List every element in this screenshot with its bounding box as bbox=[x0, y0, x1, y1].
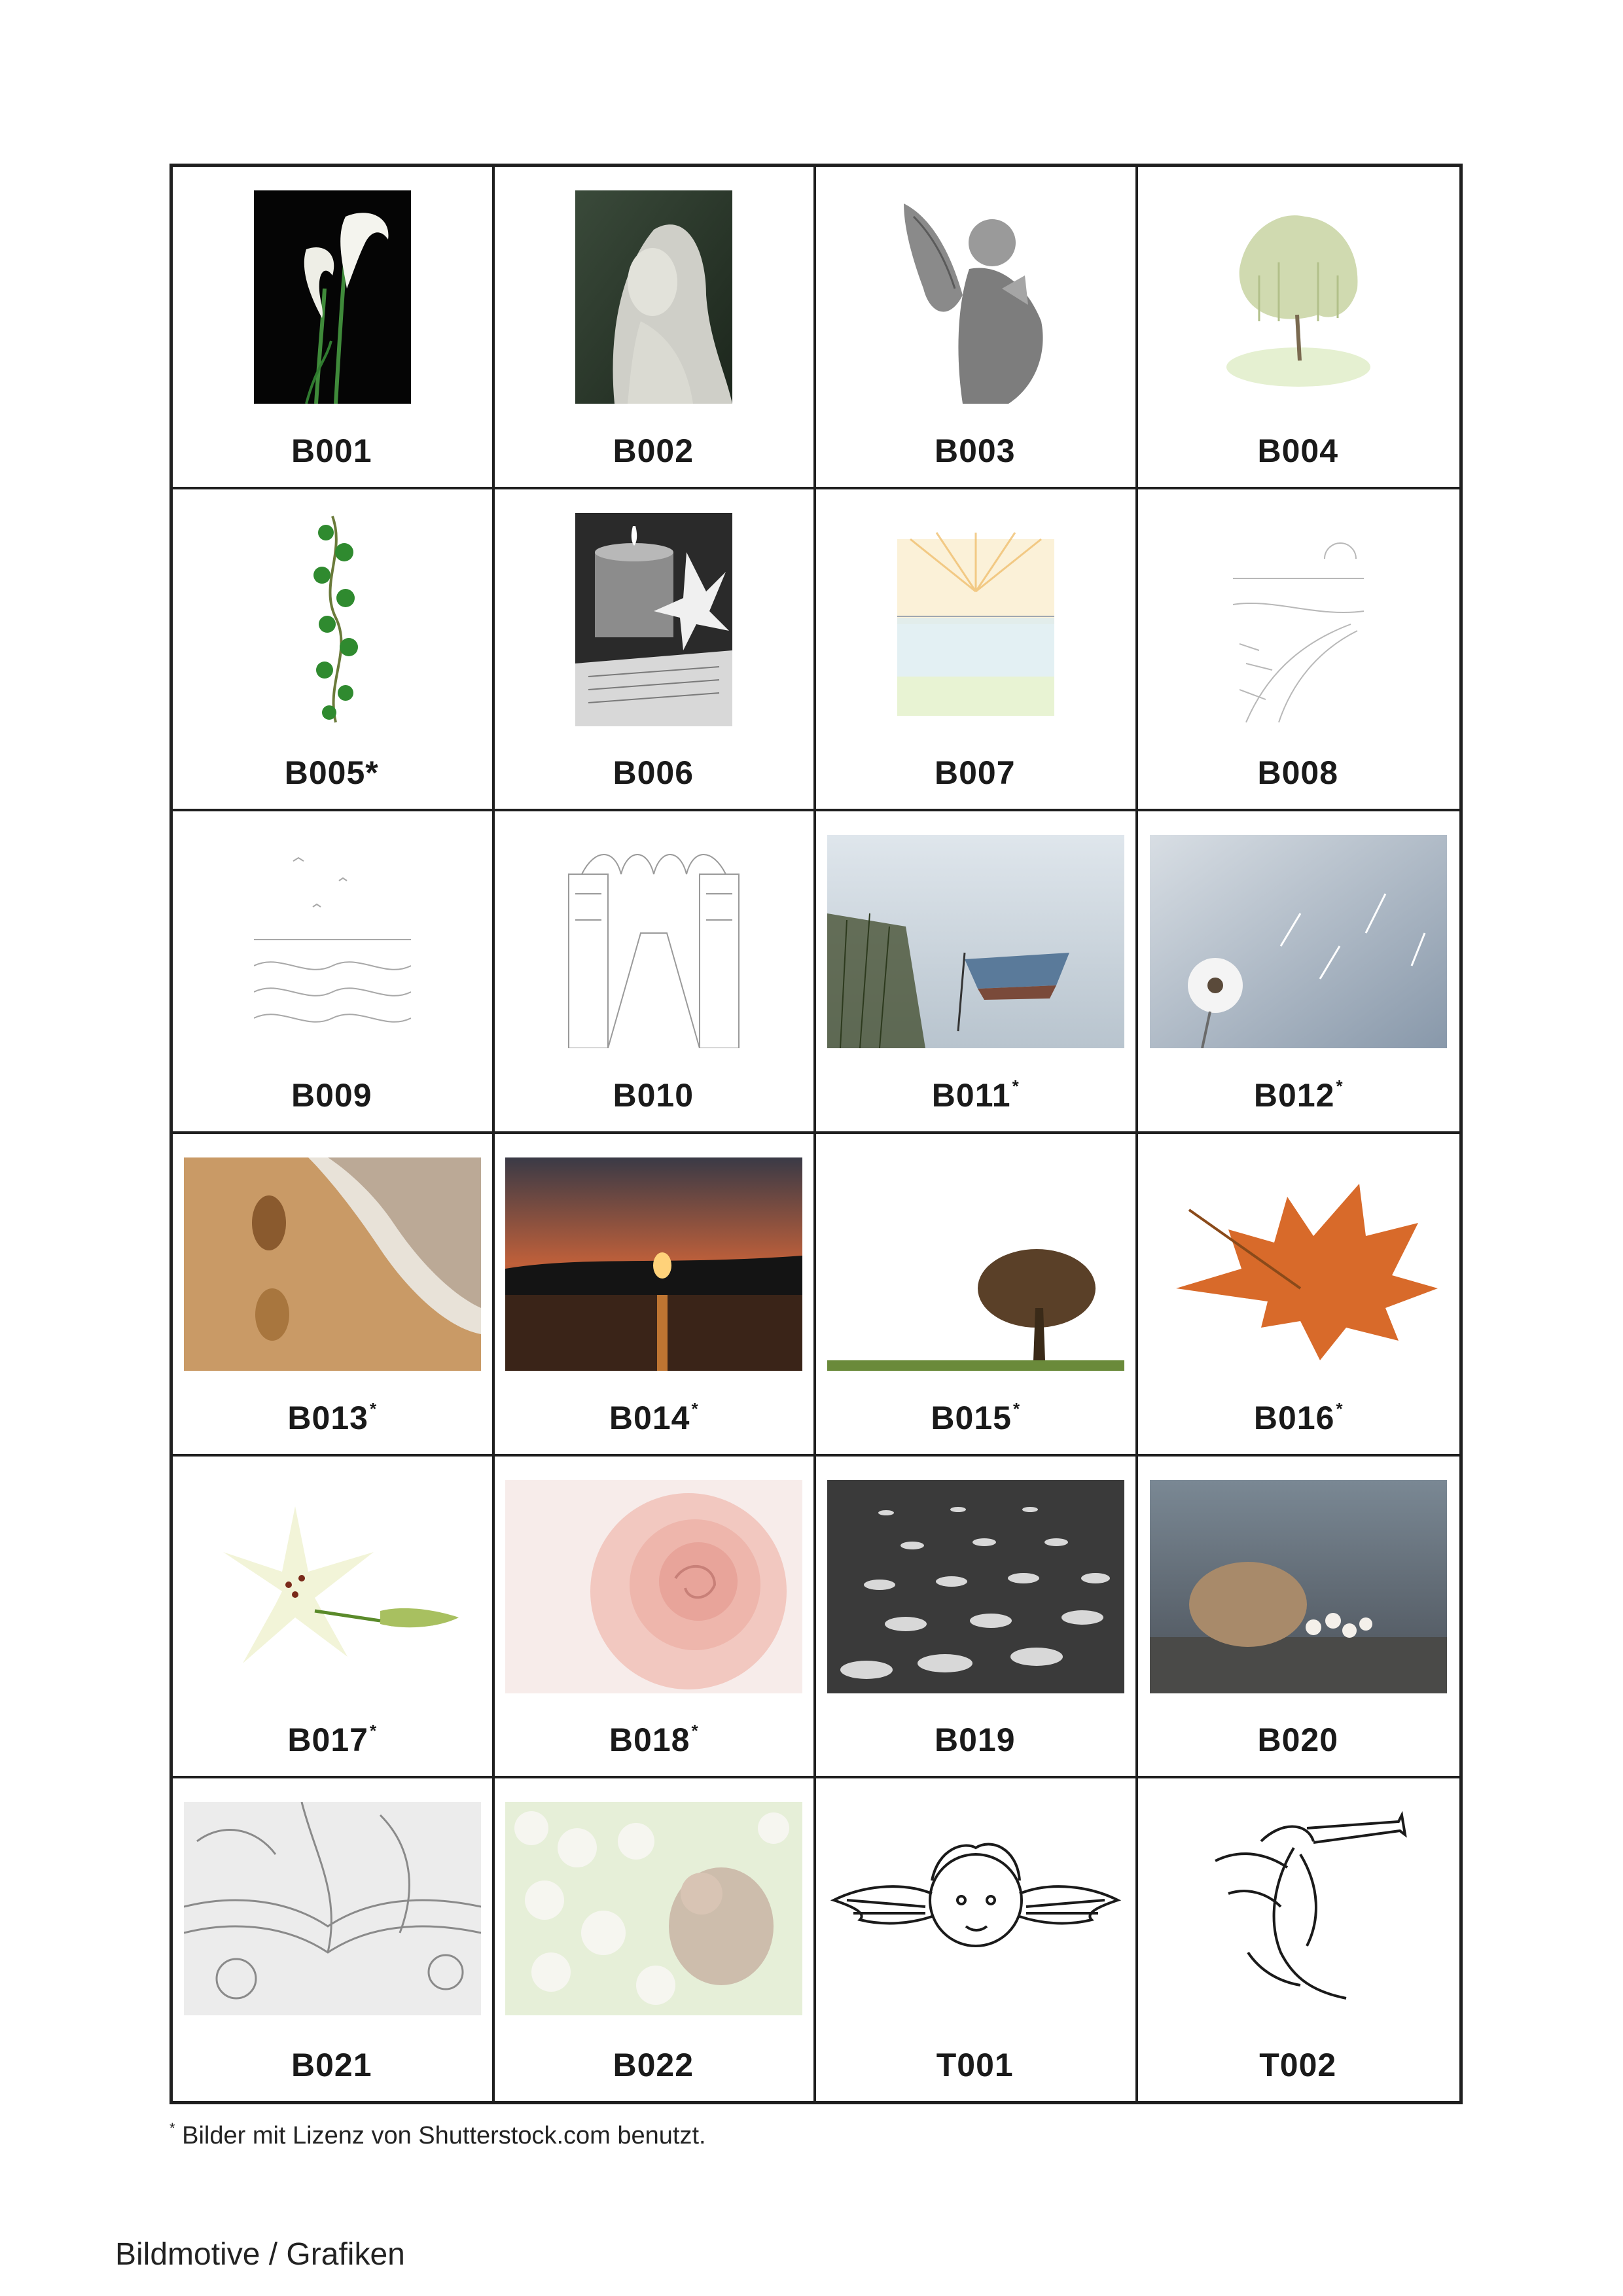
motif-code: B012* bbox=[1253, 1076, 1344, 1114]
praying-angel-image bbox=[827, 190, 1124, 404]
pencil-garden-gate-image bbox=[505, 835, 802, 1048]
motif-grid bbox=[169, 164, 1463, 2104]
motif-cell bbox=[173, 489, 495, 812]
calla-lilies-image bbox=[254, 190, 411, 404]
motif-cell bbox=[816, 1778, 1138, 2101]
motif-cell bbox=[1138, 1134, 1460, 1457]
tealight-candles-image bbox=[827, 1480, 1124, 1693]
motif-code: B009 bbox=[291, 1076, 372, 1114]
motif-code: B022 bbox=[613, 2046, 694, 2083]
motif-cell bbox=[816, 489, 1138, 812]
motif-code: B004 bbox=[1257, 432, 1339, 469]
motif-cell bbox=[816, 1457, 1138, 1779]
sunset-lake-image bbox=[505, 1157, 802, 1371]
motif-code: B017* bbox=[287, 1721, 378, 1759]
motif-code: B006 bbox=[613, 754, 694, 792]
motif-code: T001 bbox=[936, 2046, 1014, 2083]
motif-cell bbox=[495, 1778, 817, 2101]
motif-cell bbox=[1138, 489, 1460, 812]
motif-code: B002 bbox=[613, 432, 694, 469]
motif-code: B005* bbox=[284, 754, 379, 792]
motif-cell bbox=[173, 1778, 495, 2101]
pencil-book-flowers-image bbox=[184, 1802, 481, 2015]
motif-cell bbox=[495, 1134, 817, 1457]
motif-cell bbox=[495, 489, 817, 812]
motif-code: B013* bbox=[287, 1398, 378, 1436]
motif-code: B003 bbox=[934, 432, 1016, 469]
candle-bible-image bbox=[575, 513, 732, 726]
motif-code: B020 bbox=[1257, 1722, 1339, 1759]
motif-cell bbox=[1138, 811, 1460, 1134]
motif-cell bbox=[816, 167, 1138, 489]
motif-code: B021 bbox=[291, 2046, 372, 2083]
angel-blossoms-image bbox=[505, 1802, 802, 2015]
motif-cell bbox=[173, 1134, 495, 1457]
maple-leaf-image bbox=[1150, 1157, 1447, 1371]
motif-cell bbox=[173, 167, 495, 489]
ivy-vine-image bbox=[254, 513, 411, 726]
motif-cell bbox=[1138, 167, 1460, 489]
motif-code: B018* bbox=[609, 1721, 699, 1759]
rowboat-image bbox=[827, 835, 1124, 1048]
madonna-statue-image bbox=[575, 190, 732, 404]
motif-cell bbox=[495, 167, 817, 489]
willow-tree-image bbox=[1220, 190, 1377, 404]
trumpet-angel-image bbox=[1150, 1802, 1447, 2015]
page-footer-title: Bildmotive / Grafiken bbox=[115, 2237, 405, 2272]
cherub-head-image bbox=[827, 1802, 1124, 2015]
motif-code: B014* bbox=[609, 1398, 699, 1436]
motif-cell bbox=[1138, 1778, 1460, 2101]
motif-cell bbox=[173, 1457, 495, 1779]
motif-cell bbox=[173, 811, 495, 1134]
motif-cell bbox=[816, 1134, 1138, 1457]
white-lily-image bbox=[184, 1480, 481, 1693]
footprints-sand-image bbox=[184, 1157, 481, 1371]
motif-code: B001 bbox=[291, 432, 372, 469]
motif-code: T002 bbox=[1259, 2046, 1337, 2083]
pencil-sunset-path-image bbox=[1220, 513, 1377, 726]
motif-code: B015* bbox=[931, 1398, 1021, 1436]
motif-code: B010 bbox=[613, 1076, 694, 1114]
motif-cell bbox=[495, 1457, 817, 1779]
solitary-tree-image bbox=[827, 1157, 1124, 1371]
motif-code: B019 bbox=[934, 1722, 1016, 1759]
motif-code: B007 bbox=[934, 754, 1016, 792]
motif-code: B016* bbox=[1253, 1398, 1344, 1436]
license-footnote: * Bilder mit Lizenz von Shutterstock.com benutzt. bbox=[169, 2120, 706, 2149]
pink-rose-image bbox=[505, 1480, 802, 1693]
motif-cell bbox=[1138, 1457, 1460, 1779]
motif-code: B008 bbox=[1257, 754, 1339, 792]
dandelion-image bbox=[1150, 835, 1447, 1048]
stone-flowers-image bbox=[1150, 1480, 1447, 1693]
motif-code: B011* bbox=[931, 1076, 1020, 1114]
motif-cell bbox=[495, 811, 817, 1134]
pencil-sea-image bbox=[254, 835, 411, 1048]
motif-cell bbox=[816, 811, 1138, 1134]
pastel-sunrise-image bbox=[897, 513, 1054, 726]
